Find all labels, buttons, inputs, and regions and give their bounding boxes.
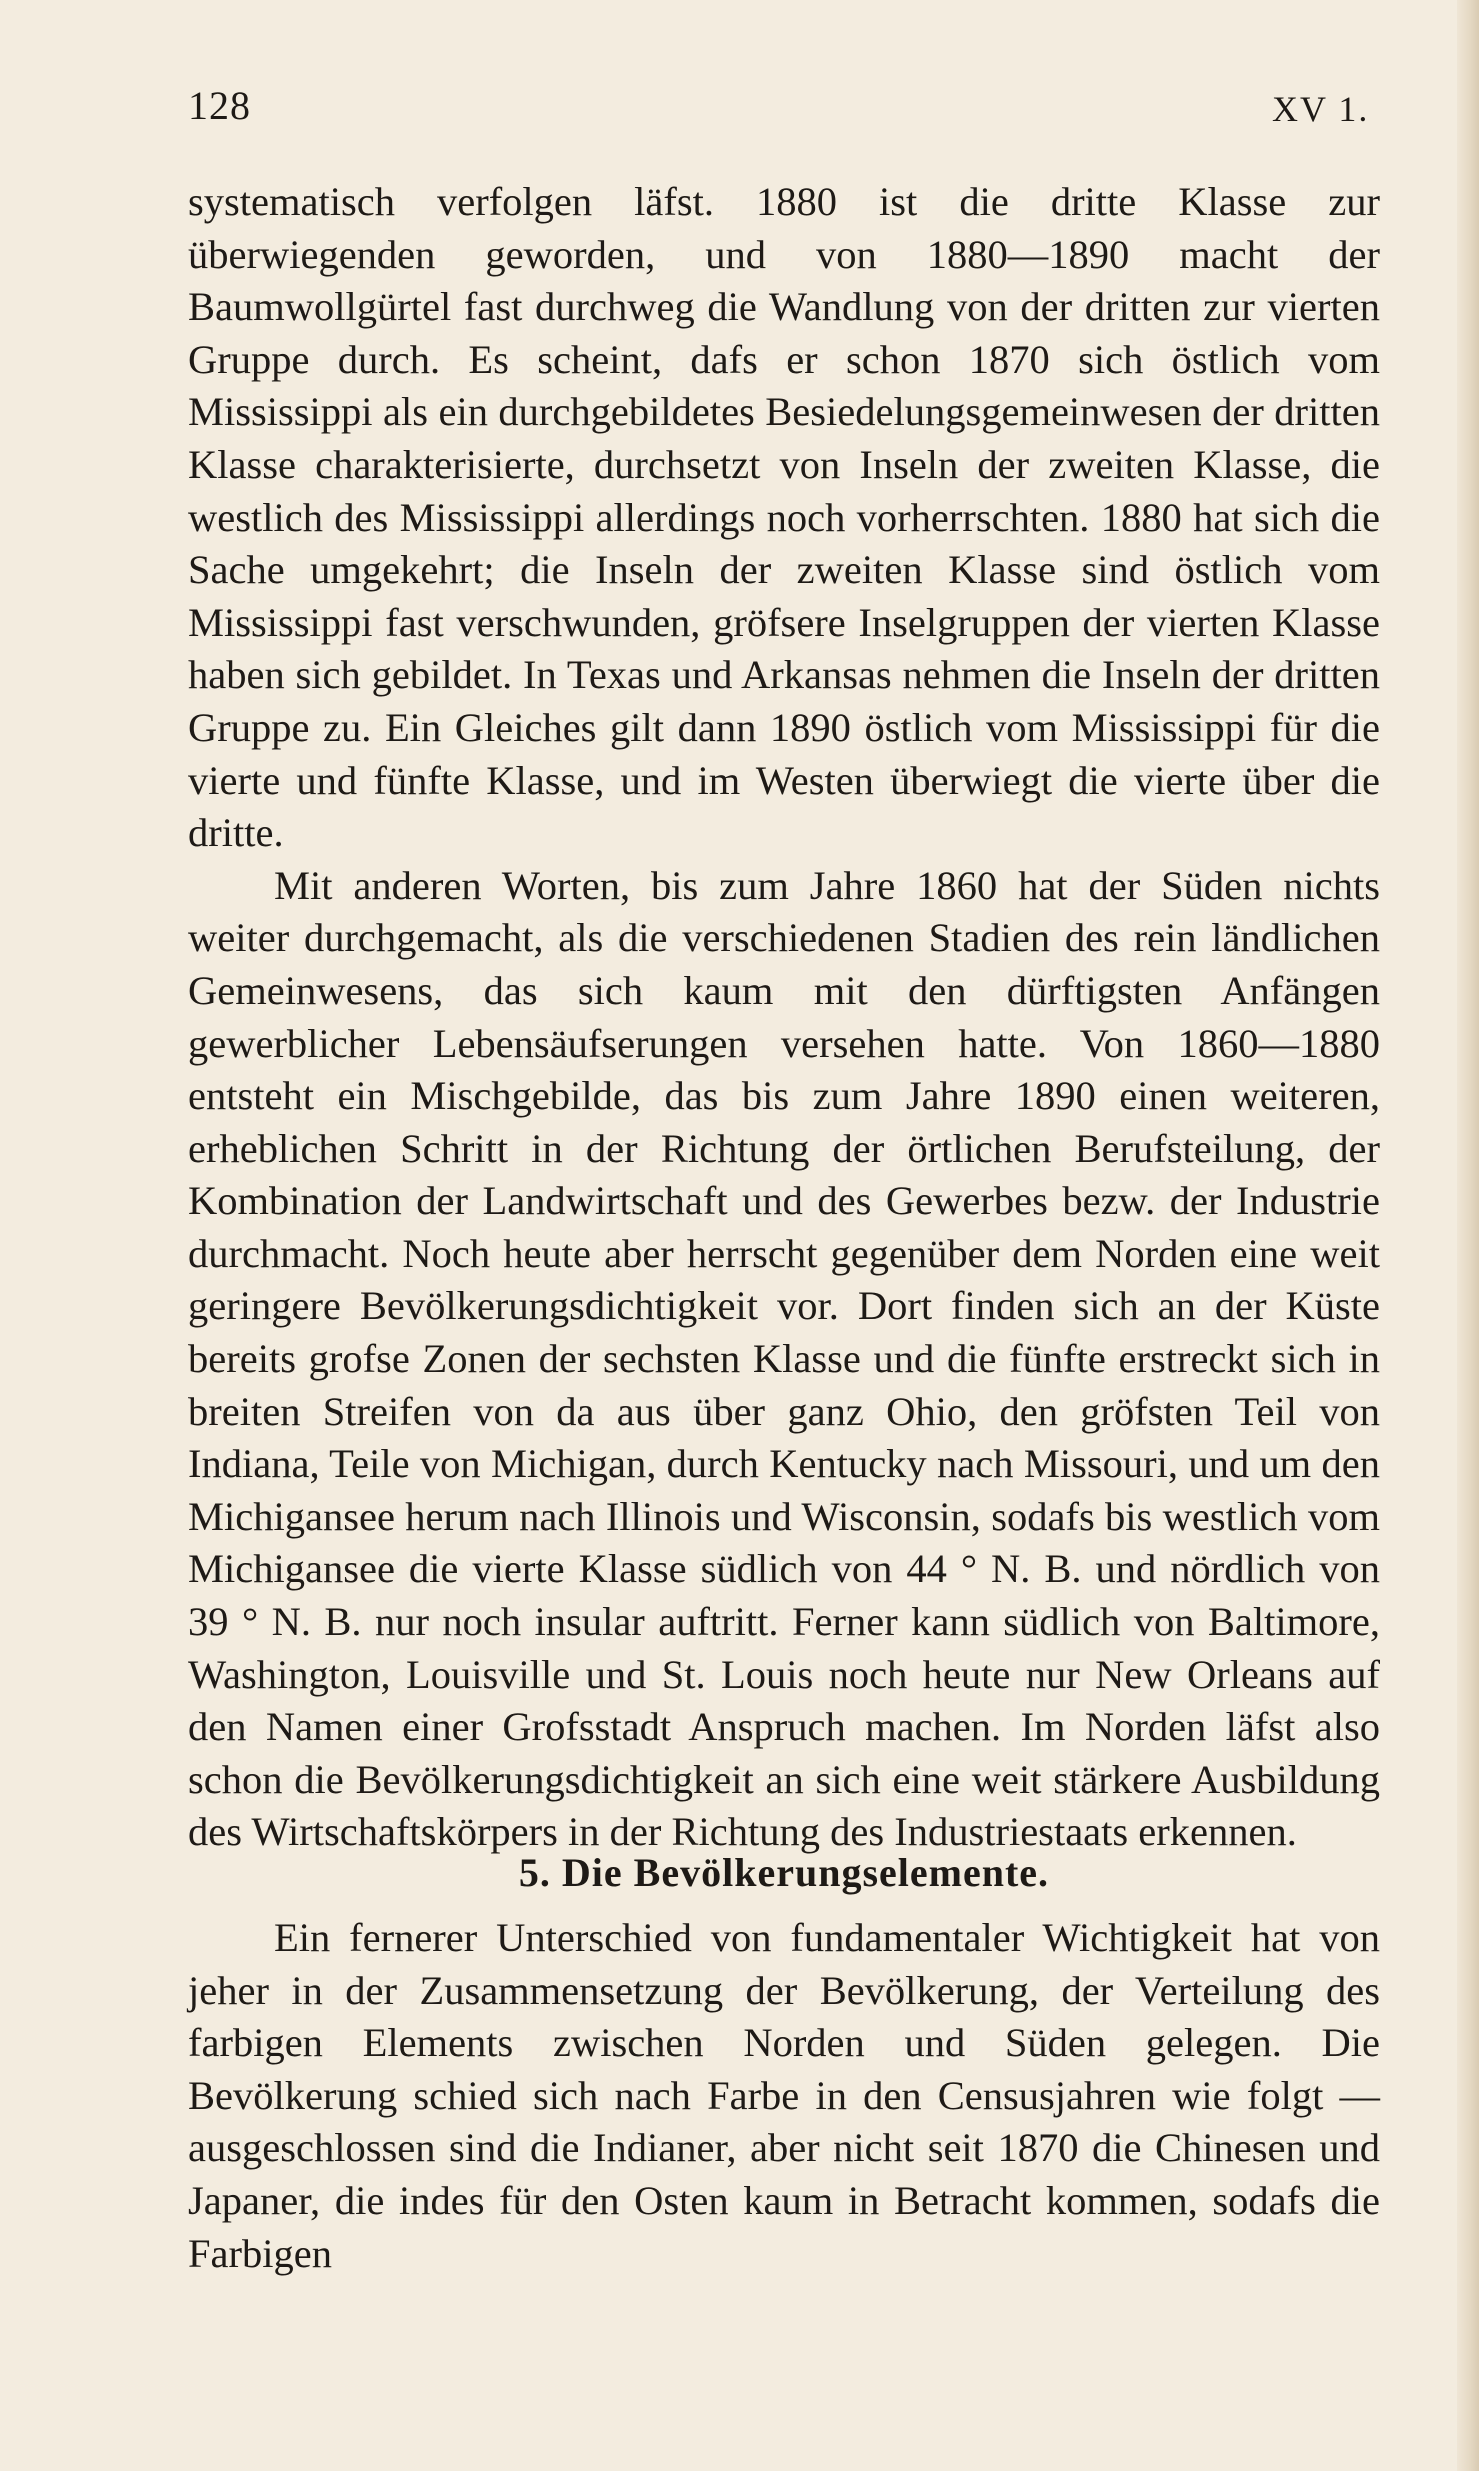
paragraph-1: systematisch verfolgen läfst. 1880 ist die dritte Klasse zur überwiegenden geworden, und von 1880—1890 macht der Baumwollgürtel fast durchweg die Wandlung von der dritten zur vierten Gruppe durch. Es scheint, dafs er schon 1870 sich östlich vom Mississippi als ein durchgebildetes Besiedelungsgemeinwesen der dritten Klasse charakterisierte, durchsetzt von Inseln der zweiten Klasse, die westlich des Mississippi allerdings noch vorherrschten. 1880 hat sich die Sache umgekehrt; die Inseln der zweiten Klasse sind östlich vom Mississippi fast verschwunden, gröfsere Inselgruppen der vierten Klasse haben sich gebildet. In Texas und Arkansas nehmen die Inseln der dritten Gruppe zu. Ein Gleiches gilt dann 1890 östlich vom Mississippi für die vierte und fünfte Klasse, und im Westen überwiegt die vierte über die dritte. — [188, 179, 1380, 856]
page-number: 128 — [188, 83, 251, 128]
page-edge — [1457, 0, 1479, 2471]
main-text — [188, 176, 1380, 1859]
section-heading: 5. Die Bevölkerungselemente. — [518, 1850, 1050, 1895]
section-text — [188, 1912, 1380, 2280]
section-paragraph-1: Ein fernerer Unterschied von fundamentaler Wichtigkeit hat von jeher in der Zusammensetzung der Bevölkerung, der Verteilung des farbigen Elements zwischen Norden und Süden gelegen. Die Bevölkerung schied sich nach Farbe in den Censusjahren wie folgt — ausgeschlossen sind die Indianer, aber nicht seit 1870 die Chinesen und Japaner, die indes für den Osten kaum in Betracht kommen, sodafs die Farbigen — [188, 1915, 1380, 2276]
paragraph-2: Mit anderen Worten, bis zum Jahre 1860 hat der Süden nichts weiter durchgemacht, als die verschiedenen Stadien des rein ländlichen Gemeinwesens, das sich kaum mit den dürftigsten Anfängen gewerblicher Lebensäufserungen versehen hatte. Von 1860—1880 entsteht ein Mischgebilde, das bis zum Jahre 1890 einen weiteren, erheblichen Schritt in der Richtung der örtlichen Berufsteilung, der Kombination der Landwirtschaft und des Gewerbes bezw. der Industrie durchmacht. Noch heute aber herrscht gegenüber dem Norden eine weit geringere Bevölkerungsdichtigkeit vor. Dort finden sich an der Küste bereits grofse Zonen der sechsten Klasse und die fünfte erstreckt sich in breiten Streifen von da aus über ganz Ohio, den gröfsten Teil von Indiana, Teile von Michigan, durch Kentucky nach Missouri, und um den Michigansee herum nach Illinois und Wisconsin, sodafs bis westlich vom Michigansee die vierte Klasse südlich von 44 ° N. B. und nördlich von 39 ° N. B. nur noch insular auftritt. Ferner kann südlich von Baltimore, Washington, Louisville und St. Louis noch heute nur New Orleans auf den Namen einer Grofsstadt Anspruch machen. Im Norden läfst also schon die Bevölkerungsdichtigkeit an sich eine weit stärkere Ausbildung des Wirtschaftskörpers in der Richtung des Industriestaats erkennen. — [188, 862, 1380, 1855]
signature-mark: XV 1. — [1272, 89, 1370, 129]
